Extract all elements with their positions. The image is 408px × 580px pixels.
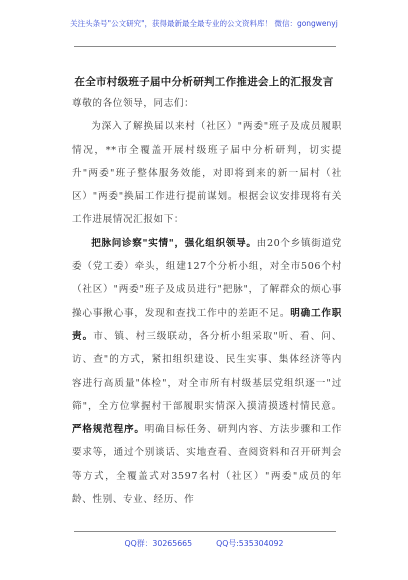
document-title: 在全市村级班子届中分析研判工作推进会上的汇报发言 [74,76,334,88]
paragraph-text: 市、镇、村三级联动，各分析小组采取"听、看、问、访、查"的方式，紧扣组织建设、民生实事、集体经济等内容进行高质量"体检"，对全市所有村级基层党组织逐一"过筛"，全方位掌握村干部履职实情深入摸清摸透村情民意。 [72,330,343,412]
paragraph-intro: 为深入了解换届以来村（社区）"两委"班子及成员履职情况，**市全覆盖开展村级班子届中分析研判，切实提升"两委"班子整体服务效能，对即将到来的新一届村（社区）"两委"换届工作进行提前谋划。根据会议安排现将有关工作进展情况汇报如下： [72,121,342,226]
document-body [72,92,342,511]
paragraph-text: 明确目标任务、研判内容、方法步骤和工作要求等，通过个别谈话、实地查看、查阅资料和召开研判会等方式，全覆盖式对3597名村（社区）"两委"成员的年龄、性别、专业、经历、作 [72,424,342,506]
footer-divider [74,531,336,532]
footer [0,538,408,549]
paragraph-heading: 明确工作职责。 [72,307,342,342]
paragraph-organization [72,232,342,512]
paragraph-heading: 把脉问诊察"实情"，强化组织领导。 [91,237,257,249]
salutation: 尊敬的各位领导，同志们： [72,98,195,109]
paragraph-heading: 严格规范程序。 [72,424,145,436]
paragraph-text: 由20个乡镇街道党委（党工委）牵头，组建127个分析小组，对全市506个村（社区）"两委"班子及成员进行"把脉"，了解群众的烦心事操心事揪心事，发现和查找工作中的差距不足。 [72,237,343,319]
footer-qq: QQ号:535304092 [216,539,284,548]
header-banner: 关注头条号"公文研究"，获得最新最全最专业的公文资料库！ 微信：gongwenyj [70,19,338,28]
footer-qq-group: QQ群：30265665 [124,539,193,548]
header-divider [74,46,336,47]
